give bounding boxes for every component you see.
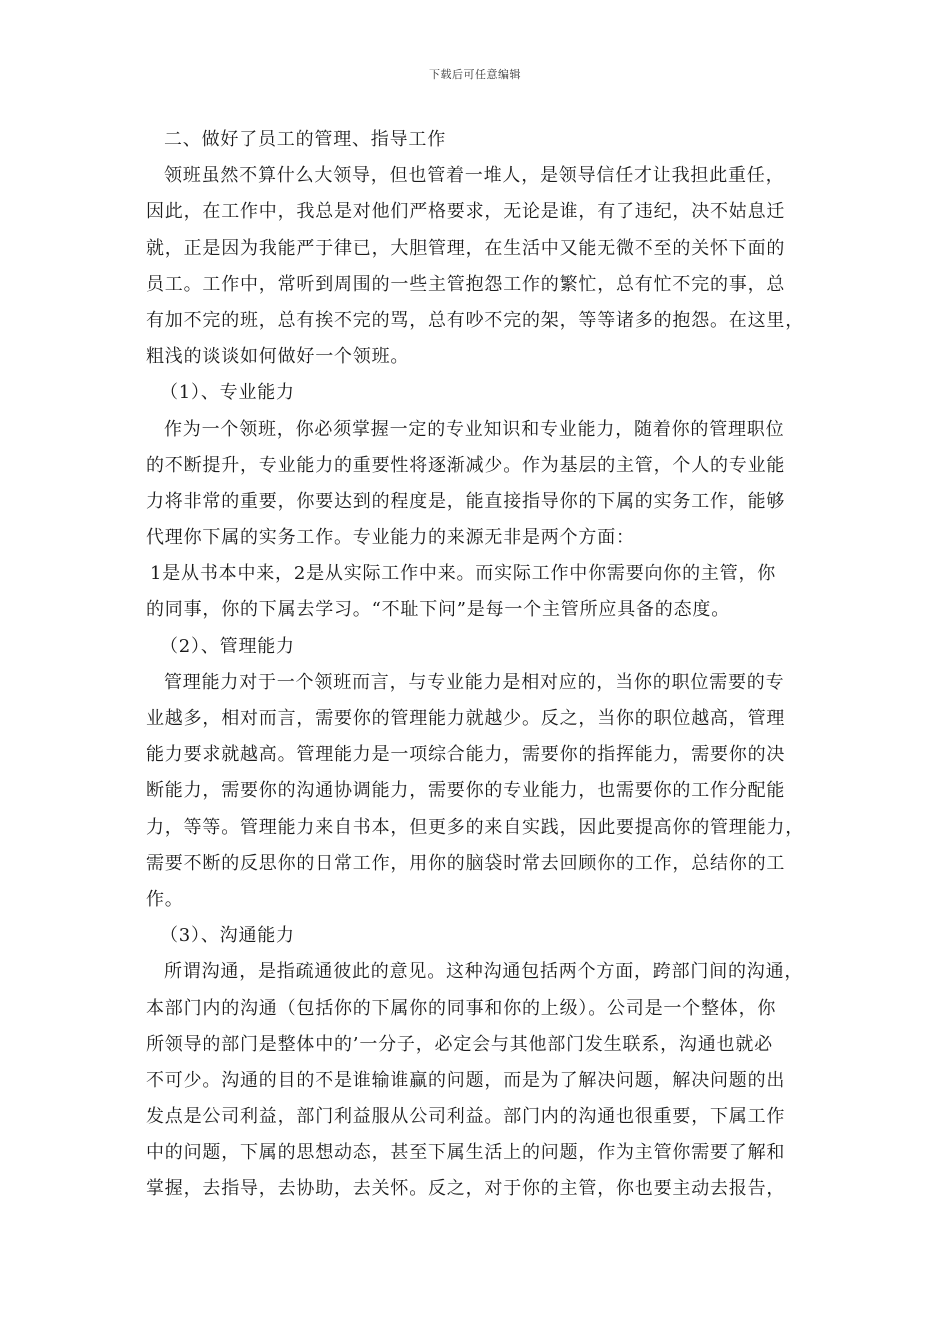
paragraph-line: 粗浅的谈谈如何做好一个领班。 [146, 346, 410, 368]
paragraph-line: 1是从书本中来，2是从实际工作中来。而实际工作中你需要向你的主管，你 [150, 563, 777, 585]
paragraph-line: 不可少。沟通的目的不是谁输谁赢的问题，而是为了解决问题，解决问题的出 [146, 1069, 786, 1091]
paragraph-line: 有加不完的班，总有挨不完的骂，总有吵不完的架，等等诸多的抱怨。在这里， [146, 309, 804, 331]
paragraph-line: 需要不断的反思你的日常工作，用你的脑袋时常去回顾你的工作，总结你的工 [146, 852, 786, 874]
paragraph-line: 的同事，你的下属去学习。“不耻下问”是每一个主管所应具备的态度。 [146, 599, 731, 621]
paragraph-line: 所领导的部门是整体中的’一分子，必定会与其他部门发生联系，沟通也就必 [146, 1033, 773, 1055]
paragraph-line: 员工。工作中，常听到周围的一些主管抱怨工作的繁忙，总有忙不完的事，总 [146, 273, 786, 295]
subsection-heading: （3）、沟通能力 [160, 925, 295, 947]
paragraph-line: 力将非常的重要，你要达到的程度是，能直接指导你的下属的实务工作，能够 [146, 490, 786, 512]
subsection-heading: （2）、管理能力 [160, 635, 295, 657]
paragraph-line: 管理能力对于一个领班而言，与专业能力是相对应的，当你的职位需要的专 [164, 671, 785, 693]
paragraph-line: 掌握，去指导，去协助，去关怀。反之，对于你的主管，你也要主动去报告， [146, 1178, 786, 1200]
paragraph-line: 因此，在工作中，我总是对他们严格要求，无论是谁，有了违纪，决不姑息迁 [146, 201, 786, 223]
paragraph-line: 领班虽然不算什么大领导，但也管着一堆人，是领导信任才让我担此重任， [164, 165, 785, 187]
section-heading: 二、做好了员工的管理、指导工作 [164, 129, 446, 150]
paragraph-line: 发点是公司利益，部门利益服从公司利益。部门内的沟通也很重要，下属工作 [146, 1106, 786, 1128]
paragraph-line: 作。 [146, 888, 184, 910]
paragraph-line: 就，正是因为我能严于律已，大胆管理，在生活中又能无微不至的关怀下面的 [146, 237, 786, 259]
paragraph-line: 能力要求就越高。管理能力是一项综合能力，需要你的指挥能力，需要你的决 [146, 744, 786, 766]
paragraph-line: 力，等等。管理能力来自书本，但更多的来自实践，因此要提高你的管理能力， [146, 816, 804, 838]
paragraph-line: 代理你下属的实务工作。专业能力的来源无非是两个方面： [146, 527, 635, 549]
paragraph-line: 断能力，需要你的沟通协调能力，需要你的专业能力，也需要你的工作分配能 [146, 780, 786, 802]
paragraph-line: 中的问题，下属的思想动态，甚至下属生活上的问题，作为主管你需要了解和 [146, 1142, 786, 1164]
header-note: 下载后可任意编辑 [429, 68, 521, 81]
paragraph-line: 业越多，相对而言，需要你的管理能力就越少。反之，当你的职位越高，管理 [146, 708, 786, 729]
paragraph-line: 的不断提升，专业能力的重要性将逐渐减少。作为基层的主管，个人的专业能 [146, 454, 786, 476]
subsection-heading: （1）、专业能力 [160, 382, 295, 404]
paragraph-line: 所谓沟通，是指疏通彼此的意见。这种沟通包括两个方面，跨部门间的沟通， [164, 961, 804, 983]
paragraph-line: 本部门内的沟通（包括你的下属你的同事和你的上级）。公司是一个整体，你 [146, 997, 777, 1019]
body-text [146, 122, 808, 1208]
paragraph-line: 作为一个领班，你必须掌握一定的专业知识和专业能力，随着你的管理职位 [164, 418, 785, 440]
